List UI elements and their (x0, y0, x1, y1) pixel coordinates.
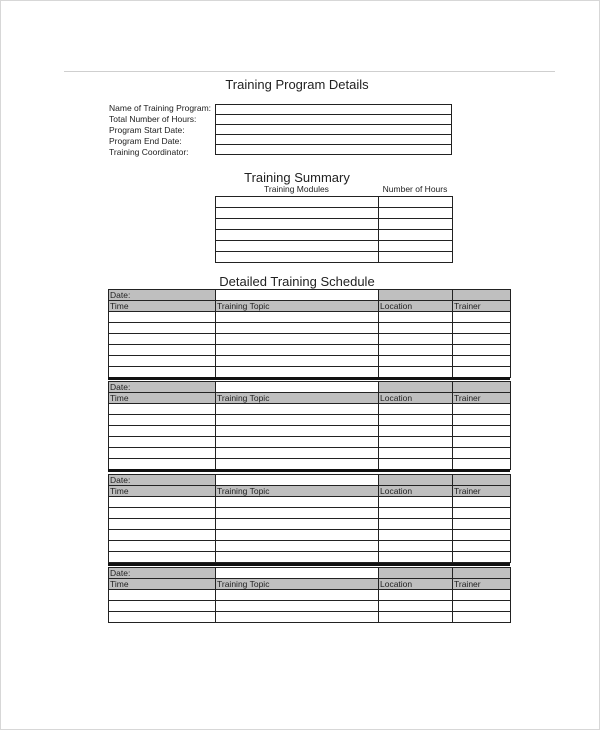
table-row (109, 323, 511, 334)
table-row (109, 541, 511, 552)
table-row (109, 415, 511, 426)
date-row (109, 568, 511, 579)
block-separator (108, 563, 510, 566)
col-location: Location (379, 579, 453, 590)
table-row (109, 404, 511, 415)
col-time: Time (109, 486, 216, 497)
summary-row (216, 252, 453, 263)
table-row (109, 437, 511, 448)
date-field[interactable] (216, 290, 379, 301)
field-start-date[interactable] (216, 125, 452, 135)
page-title: Training Program Details (225, 77, 369, 92)
field-coordinator[interactable] (216, 145, 452, 155)
table-row (109, 508, 511, 519)
schedule-block-2 (108, 381, 511, 470)
block-separator (108, 469, 510, 472)
field-program-name[interactable] (216, 105, 452, 115)
col-topic: Training Topic (216, 393, 379, 404)
top-divider (64, 71, 555, 72)
col-trainer: Trainer (453, 486, 511, 497)
col-trainer: Trainer (453, 301, 511, 312)
block-separator (108, 377, 510, 380)
label-start-date: Program Start Date: (109, 125, 185, 135)
table-row (109, 552, 511, 563)
schedule-title: Detailed Training Schedule (219, 274, 375, 289)
date-field[interactable] (216, 568, 379, 579)
table-row (109, 590, 511, 601)
date-field[interactable] (216, 382, 379, 393)
table-row (109, 312, 511, 323)
col-trainer: Trainer (453, 393, 511, 404)
schedule-block-3 (108, 474, 511, 563)
summary-row (216, 230, 453, 241)
header-row (109, 579, 511, 590)
date-label: Date: (109, 568, 216, 579)
header-row (109, 301, 511, 312)
table-row (109, 356, 511, 367)
table-row (109, 519, 511, 530)
date-row (109, 475, 511, 486)
col-location: Location (379, 301, 453, 312)
date-label: Date: (109, 382, 216, 393)
field-total-hours[interactable] (216, 115, 452, 125)
details-table (215, 104, 452, 155)
summary-row (216, 241, 453, 252)
schedule-block-1 (108, 289, 511, 378)
col-time: Time (109, 301, 216, 312)
table-row (109, 601, 511, 612)
col-location: Location (379, 393, 453, 404)
table-row (109, 497, 511, 508)
summary-title: Training Summary (244, 170, 350, 185)
date-label: Date: (109, 475, 216, 486)
table-row (109, 459, 511, 470)
summary-table (215, 196, 453, 263)
schedule-block-4 (108, 567, 511, 623)
label-end-date: Program End Date: (109, 136, 182, 146)
table-row (109, 448, 511, 459)
summary-row (216, 219, 453, 230)
summary-col-modules: Training Modules (264, 184, 329, 194)
table-row (109, 367, 511, 378)
table-row (109, 334, 511, 345)
date-label: Date: (109, 290, 216, 301)
details-labels (109, 103, 215, 158)
col-time: Time (109, 579, 216, 590)
date-row (109, 290, 511, 301)
col-location: Location (379, 486, 453, 497)
summary-row (216, 197, 453, 208)
summary-row (216, 208, 453, 219)
table-row (109, 530, 511, 541)
summary-col-hours: Number of Hours (382, 184, 448, 194)
table-row (109, 345, 511, 356)
date-field[interactable] (216, 475, 379, 486)
header-row (109, 393, 511, 404)
col-time: Time (109, 393, 216, 404)
label-coordinator: Training Coordinator: (109, 147, 189, 157)
col-topic: Training Topic (216, 579, 379, 590)
col-topic: Training Topic (216, 486, 379, 497)
label-total-hours: Total Number of Hours: (109, 114, 197, 124)
col-trainer: Trainer (453, 579, 511, 590)
label-program-name: Name of Training Program: (109, 103, 212, 113)
header-row (109, 486, 511, 497)
table-row (109, 426, 511, 437)
table-row (109, 612, 511, 623)
date-row (109, 382, 511, 393)
col-topic: Training Topic (216, 301, 379, 312)
field-end-date[interactable] (216, 135, 452, 145)
